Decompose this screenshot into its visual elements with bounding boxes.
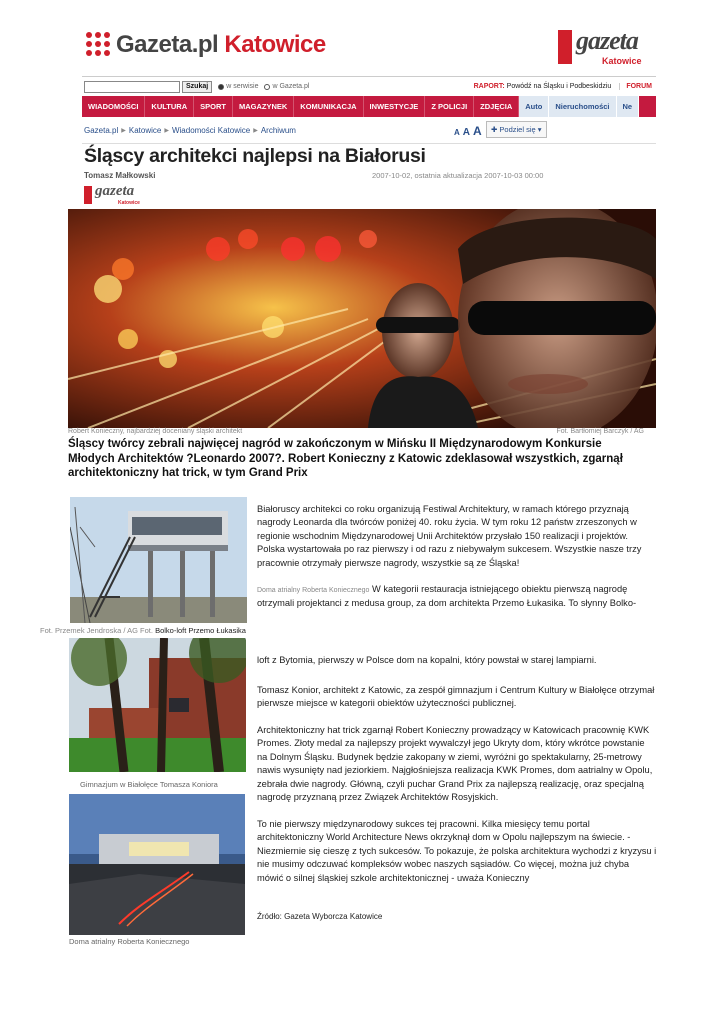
nav-wiadomosci[interactable]: WIADOMOŚCI — [82, 96, 145, 117]
nav-nieruchomosci[interactable]: Nieruchomości — [549, 96, 616, 117]
gimnazjum-photo[interactable] — [69, 638, 246, 772]
breadcrumb-archiwum[interactable]: Archiwum — [260, 126, 296, 135]
share-label: Podziel się — [499, 125, 536, 134]
divider — [82, 143, 656, 144]
breadcrumb-arrow-icon: ▶ — [121, 128, 126, 134]
small-badge-word: gazeta — [95, 183, 135, 199]
badge-word: gazeta — [576, 26, 638, 55]
article-date: 2007-10-02, ostatnia aktualizacja 2007-10-03 00:00 — [372, 171, 544, 180]
paragraph-4: Tomasz Konior, architekt z Katowic, za zespół gimnazjum i Centrum Kultury w Białołęce otrzymał pierwsze miejsce w kategorii obiektów użyteczności publicznej. — [257, 685, 655, 709]
paragraph-2-text: W kategorii restauracja istniejącego obiektu pierwszą nagrodę otrzymali projektanci z medusa group, za dom architekta Przemo Łukasika. To słynny Bolko- — [257, 584, 637, 609]
dom-atrialny-photo[interactable] — [69, 794, 245, 935]
font-small-button[interactable]: A — [454, 128, 460, 137]
breadcrumb-wiadomosci[interactable]: Wiadomości Katowice — [171, 126, 251, 135]
radio-serwis-label: w serwisie — [226, 83, 259, 90]
hero-photo — [68, 209, 656, 428]
paragraph-2-inline-caption: Doma atrialny Roberta Koniecznego — [257, 587, 370, 594]
font-size-controls — [454, 124, 482, 138]
chevron-down-icon: ▾ — [537, 125, 542, 134]
share-icon: ✚ — [491, 125, 498, 134]
nav-kultura[interactable]: KULTURA — [145, 96, 194, 117]
nav-auto[interactable]: Auto — [519, 96, 549, 117]
main-nav — [82, 96, 656, 117]
nav-sport[interactable]: SPORT — [194, 96, 233, 117]
nav-more[interactable]: Ne — [617, 96, 640, 117]
nav-inwestycje[interactable]: INWESTYCJE — [364, 96, 426, 117]
bolko-loft-illustration — [70, 497, 247, 623]
site-logo[interactable] — [86, 30, 326, 60]
small-badge-square-icon — [84, 186, 92, 204]
gazeta-katowice-badge[interactable] — [558, 28, 644, 68]
raport-link[interactable]: RAPORT: Powódź na Śląsku i Podbeskidziu — [473, 83, 612, 90]
article-title: Śląscy architekci najlepsi na Białorusi — [84, 145, 426, 167]
hero-caption: Robert Konieczny, najbardziej doceniany śląski architekt — [68, 428, 243, 435]
gazeta-small-badge — [84, 184, 144, 208]
forum-link[interactable]: FORUM — [619, 83, 652, 90]
radio-serwis[interactable] — [218, 84, 224, 90]
logo-dots-icon — [86, 32, 112, 58]
logo-text: Gazeta.pl Katowice — [116, 31, 326, 58]
search-button[interactable]: Szukaj — [182, 81, 212, 93]
dom-atrialny-illustration — [69, 794, 245, 935]
radio-gazeta-label: w Gazeta.pl — [272, 83, 310, 90]
hero-credit: Fot. Bartłomiej Barczyk / AG — [556, 428, 644, 435]
bolko-loft-photo[interactable] — [70, 497, 247, 623]
font-large-button[interactable]: A — [473, 124, 482, 138]
badge-city: Katowice — [602, 56, 642, 66]
search-bar — [82, 76, 656, 96]
breadcrumb-arrow-icon: ▶ — [164, 128, 169, 134]
search-input[interactable] — [84, 81, 180, 93]
breadcrumb-gazeta[interactable]: Gazeta.pl — [84, 126, 119, 135]
share-button[interactable] — [486, 121, 547, 138]
paragraph-6: To nie pierwszy międzynarodowy sukces tej pracowni. Kilka miesięcy temu portal architektoniczny World Architecture News okrzyknął dom w Opolu najlepszym na świecie. - Niezmiernie się cieszę z tych sukcesów. To pokazuje, że polska architektura wychodzi z kryzysu i nie musimy odczuwać kompleksów wobec naszych sąsiadów. Co więcej, można już chyba mówić o silnej śląskiej szkole architektonicznej - uważa Konieczny — [257, 819, 657, 883]
nav-komunikacja[interactable]: KOMUNIKACJA — [294, 96, 363, 117]
bolko-loft-caption: Fot. Przemek Jendroska / AG Fot. Bolko-loft Przemo Łukasika — [40, 626, 246, 635]
hero-photo-illustration — [68, 209, 656, 428]
dom-atrialny-caption: Doma atrialny Roberta Koniecznego — [69, 937, 190, 946]
radio-gazeta[interactable] — [264, 84, 270, 90]
nav-z-policji[interactable]: Z POLICJI — [425, 96, 474, 117]
font-medium-button[interactable]: A — [462, 127, 471, 138]
small-badge-city: Katowice — [118, 200, 140, 206]
paragraph-5: Architektoniczny hat trick zgarnął Robert Konieczny prowadzący w Katowicach pracownię KWK Promes. Złoty medal za najlepszy projekt wywalczył jego Ukryty dom, który wkrótce powstanie na Dolnym Śląsku. Budynek będzie zakopany w ziemi, wyróżni go spektakularny, 25-metrowy nawis wysunięty nad jeziorkiem. Najgłośniejsza realizacja KWK Promes, dom aatrialny w Opolu, zebrała dwie nagrody. Główną, czyli puchar Grand Prix za najlepszą realizację, oraz specjalną nagrodę przyznaną przez Związek Architektów Rosyjskich. — [257, 725, 653, 803]
article-author[interactable]: Tomasz Małkowski — [84, 171, 156, 180]
gimnazjum-illustration — [69, 638, 246, 772]
nav-magazynek[interactable]: MAGAZYNEK — [233, 96, 294, 117]
paragraph-1: Białoruscy architekci co roku organizują Festiwal Architektury, w ramach którego przyznają nagrody Leonarda dla twórców poniżej 40. roku życia. W tym roku 12 państw zrzeszonych w regionie wschodnim Międzynarodowej Unii Architektów przysłało 150 realizacji i projektów. Polska wystartowała po raz pierwszy i od razu z niebywałym sukcesem. Wszystkie nasze trzy pracownie otrzymały pierwsze nagrody, wszystkie są ze Śląska! — [257, 504, 642, 568]
badge-square-icon — [558, 30, 572, 64]
breadcrumb-katowice[interactable]: Katowice — [128, 126, 162, 135]
breadcrumb-arrow-icon: ▶ — [253, 128, 258, 134]
gimnazjum-caption: Gimnazjum w Białołęce Tomasza Koniora — [80, 780, 218, 789]
nav-zdjecia[interactable]: ZDJĘCIA — [474, 96, 519, 117]
paragraph-2 — [257, 583, 657, 611]
article-lead: Śląscy twórcy zebrali najwięcej nagród w zakończonym w Mińsku II Międzynarodowym Konkursie Młodych Architektów ?Leonardo 2007?. Robert Konieczny z Katowic zdeklasował wszystkich, zgarnął architektoniczny hat trick, w tym Grand Prix — [68, 438, 623, 479]
hero-caption-row — [68, 428, 644, 435]
paragraph-3: loft z Bytomia, pierwszy w Polsce dom na kopalni, który powstał w starej lampiarni. — [257, 655, 597, 665]
article-source: Źródło: Gazeta Wyborcza Katowice — [257, 912, 383, 921]
breadcrumb — [84, 126, 296, 135]
